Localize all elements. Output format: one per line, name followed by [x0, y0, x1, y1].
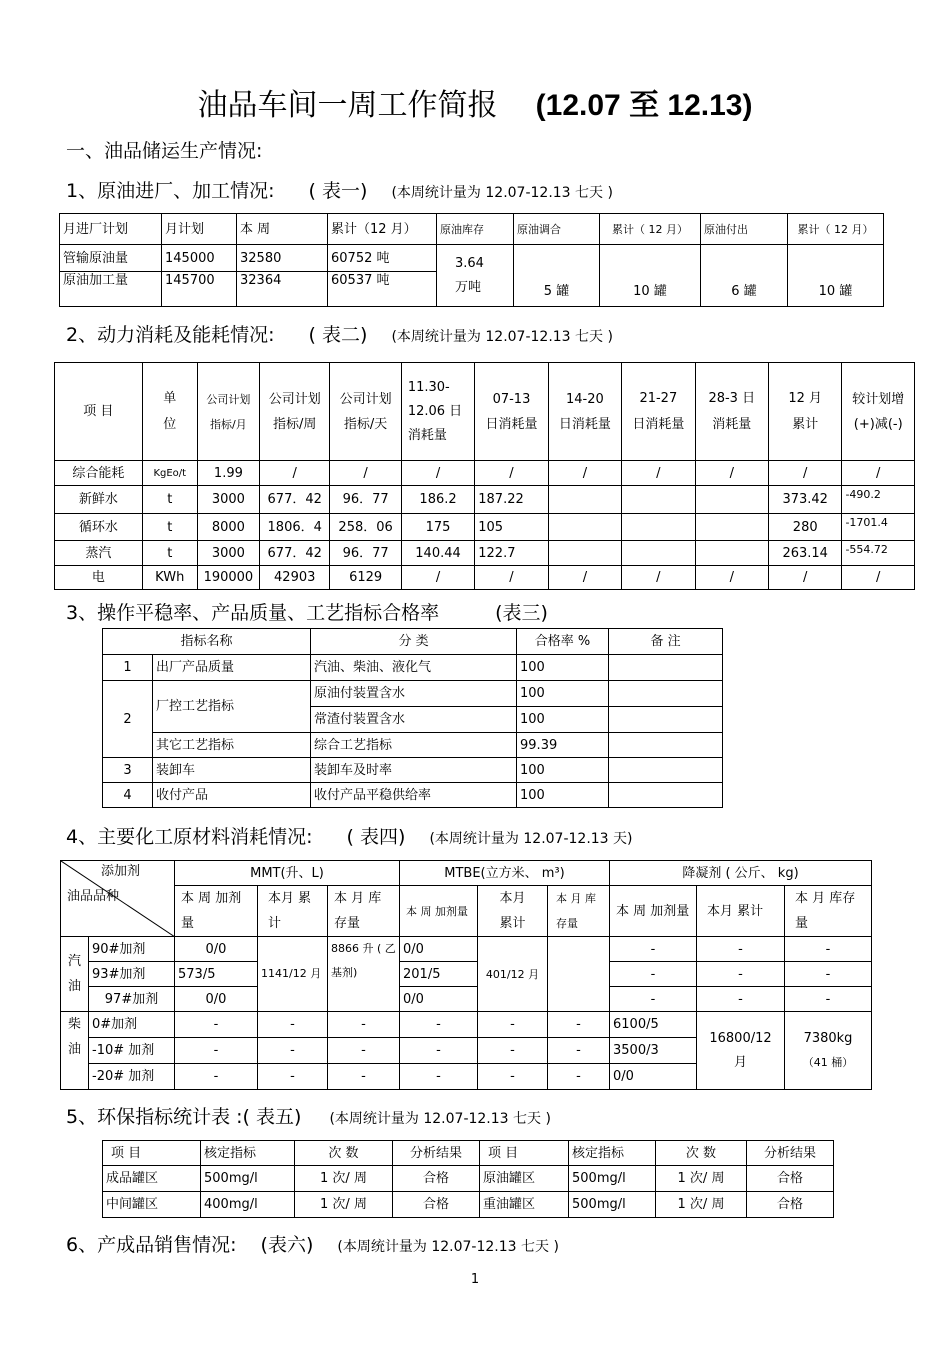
- table-cell: 合格: [393, 1166, 480, 1192]
- page-title: [0, 86, 950, 126]
- sub-header: 本 月 库存量: [328, 886, 400, 937]
- table-cell: 收付产品: [153, 783, 311, 808]
- section-label: 6、产成品销售情况:: [66, 1234, 237, 1256]
- table-cell: 装卸车: [153, 758, 311, 783]
- table-cell: -: [400, 1012, 478, 1038]
- table-cell: -: [610, 987, 697, 1012]
- period-note: (本周统计量为 12.07-12.13 七天 ): [391, 329, 613, 345]
- table-cell: /: [330, 461, 401, 486]
- header-cell: 累计（ 12 月）: [788, 214, 884, 245]
- table-cell: [548, 514, 621, 541]
- period-note: (本周统计量为 12.07-12.13 天): [429, 831, 633, 847]
- remark-cell: [609, 681, 723, 707]
- table-cell: [622, 541, 695, 566]
- remark-cell: [609, 783, 723, 808]
- section-4-heading: [66, 824, 633, 852]
- table-cell: 0/0: [400, 987, 478, 1012]
- table-cell: 出厂产品质量: [153, 655, 311, 681]
- crude-out-cum: 10 罐: [788, 245, 884, 307]
- table-cell: 0/0: [400, 937, 478, 962]
- table-cell: 常渣付装置含水: [311, 707, 517, 733]
- section-1-heading: 一、油品储运生产情况:: [66, 140, 263, 162]
- table-cell: 100: [517, 681, 609, 707]
- table-cell: 100: [517, 783, 609, 808]
- table-cell: 258．06: [330, 514, 401, 541]
- corner-cell: [61, 861, 175, 937]
- table-cell: -: [258, 1064, 328, 1090]
- table-ref: (表三): [495, 602, 548, 624]
- table-cell: 100: [517, 655, 609, 681]
- header-cell: 原油调合: [514, 214, 600, 245]
- header-cell: 次 数: [295, 1141, 393, 1166]
- header-cell: 备 注: [609, 629, 723, 655]
- table-cell: 32364: [237, 272, 328, 307]
- table-cell: 原油付装置含水: [311, 681, 517, 707]
- table-cell: 重油罐区: [480, 1192, 569, 1218]
- section-2-heading: [66, 322, 613, 350]
- group-header: MMT(升、L): [175, 861, 400, 886]
- table-cell: 厂控工艺指标: [153, 681, 311, 733]
- sub-header: 本 周 加剂量: [175, 886, 258, 937]
- table-cell: -: [548, 1038, 610, 1064]
- header-cell: 项 目: [480, 1141, 569, 1166]
- table-cell: -: [175, 1038, 258, 1064]
- table-cell: [622, 486, 695, 514]
- section-3-heading: [66, 600, 548, 626]
- table-cell: -: [697, 987, 785, 1012]
- table-cell: [548, 486, 621, 514]
- title-main: 油品车间一周工作简报: [197, 88, 498, 123]
- table-cell: -: [697, 962, 785, 987]
- table-cell: -: [785, 962, 872, 987]
- header-cell: 项 目: [55, 363, 143, 461]
- table-cell: 合格: [393, 1192, 480, 1218]
- table-cell: KgEo/t: [142, 461, 197, 486]
- period-note: (本周统计量为 12.07-12.13 七天 ): [329, 1111, 551, 1127]
- table-cell: -: [548, 1012, 610, 1038]
- header-cell: 公司计划指标/周: [260, 363, 330, 461]
- table-cell: 122.7: [475, 541, 548, 566]
- sub-header: 本 周 加剂量: [610, 886, 697, 937]
- table-cell: 0#加剂: [89, 1012, 175, 1038]
- header-cell: 单位: [142, 363, 197, 461]
- crude-stock-cell: [437, 245, 514, 307]
- section-6-heading: [66, 1232, 559, 1260]
- table-cell: /: [695, 461, 768, 486]
- table-cell: /: [548, 461, 621, 486]
- header-cell: 分析结果: [747, 1141, 834, 1166]
- table-cell: 综合能耗: [55, 461, 143, 486]
- table-cell: 500mg/l: [569, 1192, 656, 1218]
- table-cell: [695, 541, 768, 566]
- table-cell: -: [785, 987, 872, 1012]
- crude-blend: 5 罐: [514, 245, 600, 307]
- table-cell: /: [548, 566, 621, 590]
- header-cell: 14-20 日消耗量: [548, 363, 621, 461]
- table-cell: 6100/5: [610, 1012, 697, 1038]
- table-cell: t: [142, 514, 197, 541]
- sub-header: 本 周 加剂量: [400, 886, 478, 937]
- table-cell: 60752 吨: [328, 245, 437, 272]
- header-cell: 核定指标: [201, 1141, 295, 1166]
- section-1-1-heading: [66, 178, 613, 206]
- remark-cell: [609, 758, 723, 783]
- header-cell: 次 数: [656, 1141, 747, 1166]
- mtbe-stock: [548, 937, 610, 1012]
- page-number: 1: [470, 1272, 480, 1287]
- title-date: (12.07 至 12.13): [535, 89, 753, 122]
- table-cell: 105: [475, 514, 548, 541]
- table-cell: 1.99: [197, 461, 259, 486]
- header-cell: 21-27 日消耗量: [622, 363, 695, 461]
- table-cell: 573/5: [175, 962, 258, 987]
- table-cell: 新鲜水: [55, 486, 143, 514]
- table-cell: 96．77: [330, 486, 401, 514]
- header-cell: 月进厂计划: [60, 214, 162, 245]
- table-cell: 3000: [197, 486, 259, 514]
- table-cell: -: [697, 937, 785, 962]
- table-cell: 1: [103, 655, 153, 681]
- table-cell: 原油加工量: [60, 272, 162, 307]
- table-cell: /: [401, 461, 474, 486]
- table-cell: 175: [401, 514, 474, 541]
- table-cell: 原油罐区: [480, 1166, 569, 1192]
- table-cell: /: [475, 461, 548, 486]
- crude-blend-cum: 10 罐: [600, 245, 701, 307]
- pour-point-cumulative: 16800/12 月: [697, 1012, 785, 1090]
- table-cell: /: [769, 566, 842, 590]
- table-cell: 145700: [162, 272, 237, 307]
- corner-bottom-label: 油品品种: [67, 889, 120, 904]
- mmt-stock: 8866 升 ( 乙基剂): [328, 937, 400, 1012]
- table-cell: 32580: [237, 245, 328, 272]
- group-header: MTBE(立方米、 m³): [400, 861, 610, 886]
- table-cell: t: [142, 486, 197, 514]
- crude-out: 6 罐: [701, 245, 788, 307]
- table-cell: 综合工艺指标: [311, 733, 517, 758]
- pour-point-stock-barrels: （41 桶）: [802, 1055, 854, 1069]
- table-ref: ( 表二): [308, 324, 368, 346]
- table-cell: 100: [517, 707, 609, 733]
- header-cell: 07-13 日消耗量: [475, 363, 548, 461]
- table-cell: 装卸车及时率: [311, 758, 517, 783]
- table-cell: 蒸汽: [55, 541, 143, 566]
- remark-cell: [609, 707, 723, 733]
- table-cell: 1 次/ 周: [295, 1166, 393, 1192]
- table-cell: 管输原油量: [60, 245, 162, 272]
- header-cell: 12 月累计: [769, 363, 842, 461]
- sub-header: 本 月 库存量: [785, 886, 872, 937]
- table-cell: 0/0: [610, 1064, 697, 1090]
- table-4-chemicals: [60, 860, 872, 1090]
- table-cell: 93#加剂: [89, 962, 175, 987]
- table-cell: -: [610, 962, 697, 987]
- table-cell: [548, 541, 621, 566]
- table-cell: [695, 514, 768, 541]
- table-cell: -1701.4: [842, 514, 915, 541]
- table-cell: /: [769, 461, 842, 486]
- table-cell: -: [478, 1012, 548, 1038]
- header-cell: 28-3 日消耗量: [695, 363, 768, 461]
- table-cell: 1 次/ 周: [656, 1192, 747, 1218]
- table-cell: 合格: [747, 1166, 834, 1192]
- table-cell: 成品罐区: [103, 1166, 201, 1192]
- table-cell: 186.2: [401, 486, 474, 514]
- remark-cell: [609, 733, 723, 758]
- table-cell: 电: [55, 566, 143, 590]
- pour-point-stock-cell: [785, 1012, 872, 1090]
- table-cell: -: [478, 1038, 548, 1064]
- header-cell: 核定指标: [569, 1141, 656, 1166]
- table-cell: -: [258, 1038, 328, 1064]
- sub-header: 本 月 库存量: [548, 886, 610, 937]
- table-cell: -: [328, 1038, 400, 1064]
- table-cell: /: [695, 566, 768, 590]
- section-5-heading: [66, 1104, 551, 1132]
- section-label: 3、操作平稳率、产品质量、工艺指标合格率: [66, 602, 440, 624]
- table-cell: 中间罐区: [103, 1192, 201, 1218]
- mmt-cumulative: 1141/12 月: [258, 937, 328, 1012]
- table-cell: /: [842, 566, 915, 590]
- remark-cell: [609, 655, 723, 681]
- table-cell: 4: [103, 783, 153, 808]
- header-cell: 月计划: [162, 214, 237, 245]
- header-cell: 累计（12 月）: [328, 214, 437, 245]
- table-cell: 677．42: [260, 486, 330, 514]
- table-cell: 280: [769, 514, 842, 541]
- section-label: 1、原油进厂、加工情况:: [66, 180, 275, 202]
- table-cell: 1806．4: [260, 514, 330, 541]
- header-cell: 项 目: [103, 1141, 201, 1166]
- table-cell: 100: [517, 758, 609, 783]
- table-cell: -: [400, 1064, 478, 1090]
- table-cell: 400mg/l: [201, 1192, 295, 1218]
- table-cell: /: [622, 566, 695, 590]
- table-cell: 140.44: [401, 541, 474, 566]
- gasoline-label: 汽油: [61, 937, 89, 1012]
- table-cell: -490.2: [842, 486, 915, 514]
- table-cell: 0/0: [175, 987, 258, 1012]
- table-cell: 201/5: [400, 962, 478, 987]
- sub-header: 本月 累计: [697, 886, 785, 937]
- table-cell: -: [548, 1064, 610, 1090]
- table-cell: t: [142, 541, 197, 566]
- header-cell: 分 类: [311, 629, 517, 655]
- header-cell: 合格率 %: [517, 629, 609, 655]
- header-cell: 较计划增(+)减(-): [842, 363, 915, 461]
- table-cell: 99.39: [517, 733, 609, 758]
- table-cell: 循环水: [55, 514, 143, 541]
- header-cell: 公司计划指标/天: [330, 363, 401, 461]
- table-cell: 其它工艺指标: [153, 733, 311, 758]
- table-cell: 500mg/l: [569, 1166, 656, 1192]
- table-cell: 42903: [260, 566, 330, 590]
- table-2-energy: [54, 362, 915, 590]
- section-label: 4、主要化工原材料消耗情况:: [66, 826, 313, 848]
- table-cell: -: [328, 1012, 400, 1038]
- table-cell: -: [610, 937, 697, 962]
- table-1-crude: [59, 213, 884, 307]
- header-cell: 分析结果: [393, 1141, 480, 1166]
- table-cell: -554.72: [842, 541, 915, 566]
- header-cell: 累计（ 12 月）: [600, 214, 701, 245]
- period-note: (本周统计量为 12.07-12.13 七天 ): [337, 1239, 559, 1255]
- table-cell: /: [401, 566, 474, 590]
- table-cell: -20# 加剂: [89, 1064, 175, 1090]
- header-cell: 原油库存: [437, 214, 514, 245]
- diesel-label: 柴油: [61, 1012, 89, 1090]
- table-cell: -10# 加剂: [89, 1038, 175, 1064]
- table-cell: 190000: [197, 566, 259, 590]
- table-ref: ( 表四): [346, 826, 406, 848]
- table-5-environment: [102, 1140, 834, 1218]
- corner-top-label: 添加剂: [101, 864, 141, 879]
- group-header: 降凝剂 ( 公斤、 kg): [610, 861, 872, 886]
- crude-stock: 3.64 万吨: [455, 255, 484, 295]
- table-cell: 2: [103, 681, 153, 758]
- table-cell: 3000: [197, 541, 259, 566]
- table-cell: 677．42: [260, 541, 330, 566]
- table-cell: 187.22: [475, 486, 548, 514]
- table-cell: 3: [103, 758, 153, 783]
- table-cell: 145000: [162, 245, 237, 272]
- header-cell: 11.30-12.06 日消耗量: [401, 363, 474, 461]
- table-cell: 97#加剂: [89, 987, 175, 1012]
- table-cell: -: [175, 1012, 258, 1038]
- table-cell: 0/0: [175, 937, 258, 962]
- table-cell: /: [475, 566, 548, 590]
- header-cell: 原油付出: [701, 214, 788, 245]
- section-label: 2、动力消耗及能耗情况:: [66, 324, 275, 346]
- sub-header: 本月 累计: [258, 886, 328, 937]
- table-cell: 收付产品平稳供给率: [311, 783, 517, 808]
- table-cell: [622, 514, 695, 541]
- header-cell: 指标名称: [103, 629, 311, 655]
- header-cell: 公司计划指标/月: [197, 363, 259, 461]
- period-note: (本周统计量为 12.07-12.13 七天 ): [391, 185, 613, 201]
- table-cell: KWh: [142, 566, 197, 590]
- table-cell: 60537 吨: [328, 272, 437, 307]
- table-cell: 3500/3: [610, 1038, 697, 1064]
- mtbe-cumulative: 401/12 月: [478, 937, 548, 1012]
- section-label: 5、环保指标统计表 :( 表五): [66, 1106, 302, 1128]
- table-cell: -: [328, 1064, 400, 1090]
- table-cell: -: [478, 1064, 548, 1090]
- table-cell: 6129: [330, 566, 401, 590]
- table-ref: ( 表一): [308, 180, 368, 202]
- table-cell: 1 次/ 周: [656, 1166, 747, 1192]
- table-cell: [695, 486, 768, 514]
- table-ref: (表六): [260, 1234, 314, 1256]
- table-cell: 1 次/ 周: [295, 1192, 393, 1218]
- table-cell: 263.14: [769, 541, 842, 566]
- table-cell: 合格: [747, 1192, 834, 1218]
- table-cell: 96．77: [330, 541, 401, 566]
- table-cell: 90#加剂: [89, 937, 175, 962]
- table-cell: /: [842, 461, 915, 486]
- table-cell: 汽油、柴油、液化气: [311, 655, 517, 681]
- table-cell: /: [260, 461, 330, 486]
- table-3-quality: [102, 628, 723, 808]
- table-cell: -: [175, 1064, 258, 1090]
- table-cell: /: [622, 461, 695, 486]
- table-cell: -: [258, 1012, 328, 1038]
- table-cell: 8000: [197, 514, 259, 541]
- pour-point-stock: 7380kg: [803, 1030, 853, 1046]
- table-cell: -: [400, 1038, 478, 1064]
- table-cell: 500mg/l: [201, 1166, 295, 1192]
- header-cell: 本 周: [237, 214, 328, 245]
- table-cell: 373.42: [769, 486, 842, 514]
- table-cell: -: [785, 937, 872, 962]
- sub-header: 本月 累计: [478, 886, 548, 937]
